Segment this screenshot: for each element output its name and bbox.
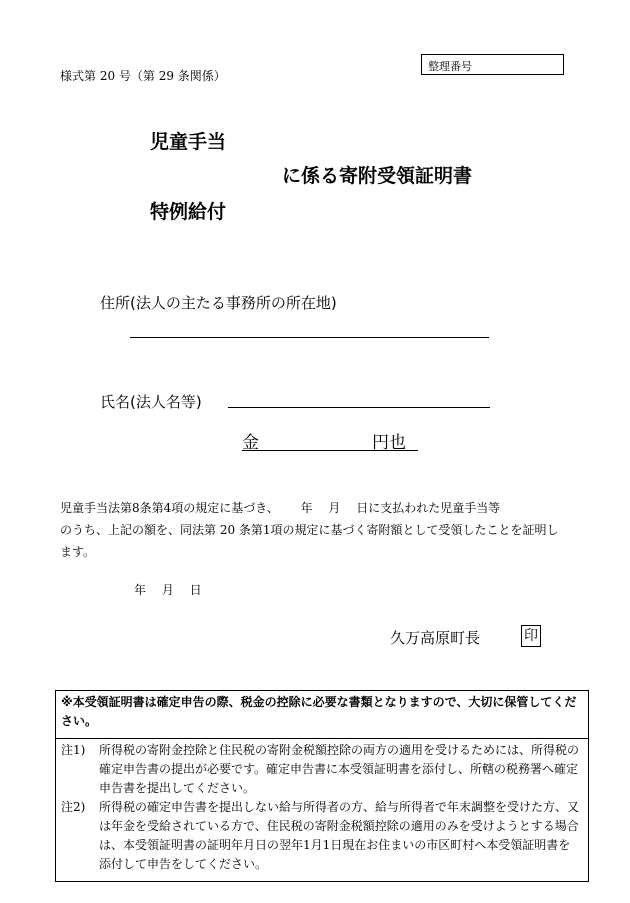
address-label: 住所(法人の主たる事務所の所在地) bbox=[100, 294, 337, 312]
certification-date: 年 月 日 bbox=[134, 583, 202, 597]
issuer-name: 久万高原町長 bbox=[390, 629, 481, 647]
body-text-line-2: のうち、上記の額を、同法第 20 条第1項の規定に基づく寄附額として受領したことを証明し bbox=[60, 523, 559, 537]
body-text-line-1: 児童手当法第8条第4項の規定に基づき、 年 月 日に支払われた児童手当等 bbox=[60, 501, 501, 515]
note-2-mark: 注2) bbox=[61, 800, 86, 814]
amount-underline bbox=[242, 450, 418, 451]
name-field-line bbox=[228, 407, 490, 408]
address-field-line bbox=[130, 337, 489, 338]
body-text-line-3: ます。 bbox=[60, 545, 96, 559]
note-1-mark: 注1) bbox=[61, 743, 86, 757]
seal-stamp: 印 bbox=[521, 625, 541, 647]
title-child-allowance: 児童手当 bbox=[150, 131, 227, 153]
title-certificate: に係る寄附受領証明書 bbox=[282, 165, 473, 187]
note-2 bbox=[61, 798, 581, 874]
note-1-text: 所得税の寄附金控除と住民税の寄附金税額控除の両方の適用を受けるためには、所得税の確定申告書の提出が必要です。確定申告書に本受領証明書を添付し、所轄の税務署へ確定申告書を提出してください。 bbox=[99, 743, 580, 795]
title-special-benefit: 特例給付 bbox=[150, 201, 227, 223]
note-2-text: 所得税の確定申告書を提出しない給与所得者の方、給与所得者で年末調整を受けた方、又は年金を受給されている方で、住民税の寄附金税額控除の適用のみを受けようとする場合は、本受領証明書の証明年月日の翌年1月1日現在お住まいの市区町村へ本受領証明書を添付して申告をしてください。 bbox=[99, 800, 580, 871]
notice-heading: ※本受領証明書は確定申告の際、税金の控除に必要な書類となりますので、大切に保管してください。 bbox=[56, 691, 588, 739]
reference-number-box: 整理番号 bbox=[421, 54, 564, 75]
name-label: 氏名(法人名等) bbox=[100, 393, 202, 411]
notice-box bbox=[55, 690, 589, 882]
amount-prefix: 金 bbox=[242, 433, 259, 453]
form-number: 様式第 20 号（第 29 条関係） bbox=[60, 69, 226, 83]
note-1 bbox=[61, 741, 581, 798]
amount-suffix: 円也 bbox=[372, 433, 406, 453]
